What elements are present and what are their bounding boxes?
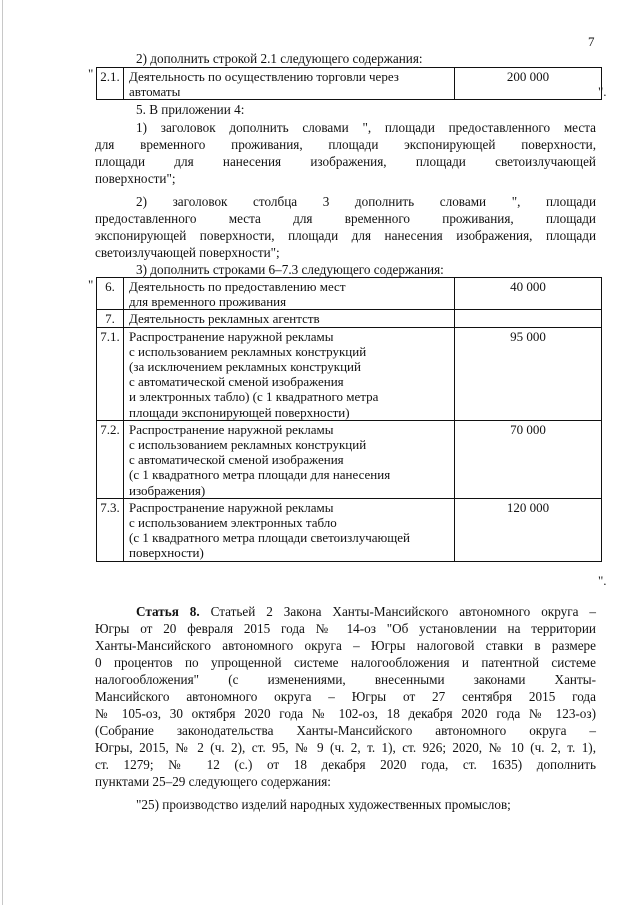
table-row bbox=[97, 310, 602, 327]
table-row bbox=[97, 68, 602, 100]
desc-line: площади экспонирующей поверхности) bbox=[129, 404, 350, 420]
row-number: 7.3. bbox=[97, 498, 124, 561]
row-description bbox=[124, 310, 455, 327]
item5-3-line: 3) дополнить строками 6–7.3 следующего содержания: bbox=[136, 262, 444, 277]
item5-2-line: светоизлучающей поверхности"; bbox=[95, 245, 280, 260]
table-row bbox=[97, 278, 602, 310]
desc-line: Распространение наружной рекламы bbox=[129, 421, 334, 437]
row-value: 40 000 bbox=[455, 278, 602, 310]
desc-line: поверхности) bbox=[129, 545, 204, 561]
desc-line: (с 1 квадратного метра площади светоизлучающей bbox=[129, 530, 410, 546]
row-value bbox=[455, 310, 602, 327]
item5-1-line: площади для нанесения изображения, площади светоизлучающей bbox=[95, 154, 596, 169]
article8-line: № 105-оз, 30 октября 2020 года № 102-оз, 18 декабря 2020 года № 123-оз) bbox=[95, 706, 596, 721]
desc-line: (с 1 квадратного метра площади для нанесения bbox=[129, 467, 391, 483]
article8-line: Югры, 2015, № 2 (ч. 2), ст. 95, № 9 (ч. 2, т. 1), ст. 926; 2020, № 10 (ч. 2, т. 1), bbox=[95, 740, 596, 755]
article8-line: Югры от 20 февраля 2015 года № 14-оз "Об установлении на территории bbox=[95, 621, 596, 636]
item5-heading: 5. В приложении 4: bbox=[136, 102, 245, 117]
desc-line: с автоматической сменой изображения bbox=[129, 452, 344, 468]
page-number: 7 bbox=[588, 34, 595, 49]
table-row bbox=[97, 498, 602, 561]
article8-line: (Собрание законодательства Ханты-Мансийского автономного округа – bbox=[95, 723, 596, 738]
intro-paragraph: 2) дополнить строкой 2.1 следующего содержания: bbox=[136, 51, 423, 66]
table2-open-quote: " bbox=[88, 277, 94, 292]
table2-close-quote: ". bbox=[598, 573, 607, 588]
table-row bbox=[97, 420, 602, 498]
desc-line: с использованием электронных табло bbox=[129, 515, 337, 531]
article8-line: 0 процентов по упрощенной системе налогообложения и патентной системе bbox=[95, 655, 596, 670]
desc-line: Деятельность по осуществлению торговли через bbox=[129, 69, 399, 84]
desc-line: для временного проживания bbox=[129, 294, 287, 310]
table1 bbox=[96, 67, 602, 100]
table2 bbox=[96, 277, 602, 562]
article8-first-line bbox=[136, 604, 596, 620]
table1-open-quote: " bbox=[88, 66, 94, 81]
row-description bbox=[124, 278, 455, 310]
desc-line: Деятельность рекламных агентств bbox=[129, 311, 320, 327]
row-number: 2.1. bbox=[97, 68, 124, 100]
article8-line: Статьей 2 Закона Ханты-Мансийского автономного округа – bbox=[210, 604, 597, 619]
row-value: 120 000 bbox=[455, 498, 602, 561]
row-description bbox=[124, 498, 455, 561]
row-number: 7.1. bbox=[97, 327, 124, 420]
item5-1-line: для временного проживания, площади экспонирующей поверхности, bbox=[95, 137, 596, 152]
desc-line: и электронных табло) (с 1 квадратного метра bbox=[129, 389, 379, 405]
row-description bbox=[124, 68, 455, 100]
table-row bbox=[97, 327, 602, 420]
desc-line: с автоматической сменой изображения bbox=[129, 374, 344, 390]
row-description bbox=[124, 420, 455, 498]
desc-line: с использованием рекламных конструкций bbox=[129, 343, 367, 359]
article8-line: налогообложения" (с изменениями, внесенными законами Ханты- bbox=[95, 672, 596, 687]
row-number: 7. bbox=[97, 310, 124, 327]
article8-line: Ханты-Мансийского автономного округа – Югры налоговой ставки в размере bbox=[95, 638, 596, 653]
row-number: 7.2. bbox=[97, 420, 124, 498]
row-number: 6. bbox=[97, 278, 124, 310]
article8-label: Статья 8. bbox=[136, 604, 200, 619]
article8-last-line: "25) производство изделий народных художественных промыслов; bbox=[136, 797, 511, 812]
item5-2-line: предоставленного места для временного проживания, площади bbox=[95, 211, 596, 226]
desc-line: Распространение наружной рекламы bbox=[129, 328, 334, 344]
row-value: 95 000 bbox=[455, 327, 602, 420]
desc-line: Распространение наружной рекламы bbox=[129, 499, 334, 515]
table1-close-quote: ". bbox=[598, 84, 607, 99]
item5-2-line: 2) заголовок столбца 3 дополнить словами ", площади bbox=[136, 194, 596, 209]
article8-line: Мансийского автономного округа – Югры от 27 сентября 2015 года bbox=[95, 689, 596, 704]
item5-1-line: поверхности"; bbox=[95, 171, 176, 186]
row-value: 70 000 bbox=[455, 420, 602, 498]
scan-edge bbox=[2, 0, 3, 905]
item5-1-line: 1) заголовок дополнить словами ", площади предоставленного места bbox=[136, 120, 596, 135]
row-value: 200 000 bbox=[455, 68, 602, 100]
row-description bbox=[124, 327, 455, 420]
article8-line: пунктами 25–29 следующего содержания: bbox=[95, 774, 331, 789]
article8-line: ст. 1279; № 12 (с.) от 18 декабря 2020 года, ст. 1635) дополнить bbox=[95, 757, 596, 772]
desc-line: с использованием рекламных конструкций bbox=[129, 437, 367, 453]
desc-line: (за исключением рекламных конструкций bbox=[129, 359, 361, 375]
desc-line: автоматы bbox=[129, 84, 181, 100]
item5-2-line: экспонирующей поверхности, площади для нанесения изображения, площади bbox=[95, 228, 596, 243]
desc-line: изображения) bbox=[129, 482, 206, 498]
desc-line: Деятельность по предоставлению мест bbox=[129, 279, 346, 294]
